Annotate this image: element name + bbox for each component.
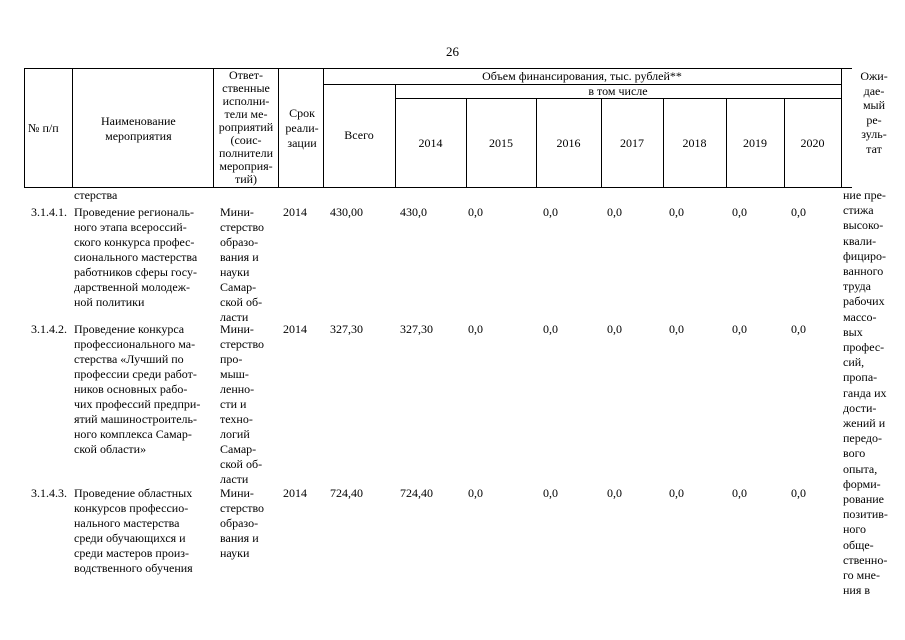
row-num: 3.1.4.3. (31, 486, 67, 500)
row-year-value: 0,0 (607, 205, 622, 219)
row-year-value: 0,0 (607, 486, 622, 500)
header-vline (24, 68, 25, 188)
row-year-value: 0,0 (543, 205, 558, 219)
row-num: 3.1.4.1. (31, 205, 67, 219)
row-year-value: 0,0 (791, 205, 806, 219)
row-term: 2014 (283, 486, 307, 500)
row-total: 724,40 (330, 486, 363, 500)
row-term: 2014 (283, 322, 307, 336)
carry-over-text: стерства (74, 188, 118, 202)
row-total: 327,30 (330, 322, 363, 336)
header-name: Наименование мероприятия (101, 114, 176, 143)
header-year: 2018 (682, 136, 707, 150)
row-year-value: 0,0 (468, 322, 483, 336)
row-resp: Мини- стерство образо- вания и науки (220, 486, 265, 560)
header-year: 2016 (556, 136, 581, 150)
row-year-value: 0,0 (791, 322, 806, 336)
header-vline (841, 68, 842, 188)
header-year: 2017 (620, 136, 644, 150)
row-year-value: 0,0 (468, 205, 483, 219)
page-number: 26 (446, 44, 459, 59)
row-total: 430,00 (330, 205, 363, 219)
row-year-value: 0,0 (732, 486, 747, 500)
header-funding: Объем финансирования, тыс. рублей** (482, 69, 682, 83)
header-total: Всего (344, 128, 374, 142)
row-year-value: 0,0 (669, 322, 684, 336)
row-year-value: 0,0 (732, 322, 747, 336)
row-year-value: 0,0 (669, 486, 684, 500)
header-year: 2015 (489, 136, 513, 150)
row-resp: Мини- стерство про- мыш- ленно- сти и техно- логий Самар- ской об- ласти (220, 322, 265, 486)
header-resp: Ответ- ственные исполни- тели ме- роприятий (соис- полнители мероприя- тий) (218, 68, 274, 186)
header-incl: в том числе (588, 84, 648, 98)
header-vline (72, 68, 73, 188)
header-result: Ожи- дае- мый ре- зуль- тат (860, 69, 888, 156)
row-resp: Мини- стерство образо- вания и науки Самар- ской об- ласти (220, 205, 265, 324)
header-num: № п/п (28, 121, 59, 135)
row-name: Проведение конкурса профессионального ма- стерства «Лучший по профессии среди работ- ников основных рабо- чих профессий предпри- ятий машиностроитель- ного комплекса Самар- ской области» (74, 322, 201, 456)
row-year-value: 0,0 (669, 205, 684, 219)
header-year: 2019 (743, 136, 767, 150)
header-vline (213, 68, 214, 188)
row-year-value: 724,40 (400, 486, 433, 500)
row-name: Проведение областных конкурсов профессио- нального мастерства среди обучающихся и среди мастеров произ- водственного обучения (74, 486, 193, 575)
header-year: 2020 (800, 136, 825, 150)
header-bottom-border (24, 187, 852, 188)
row-term: 2014 (283, 205, 307, 219)
header-term: Срок реали- зации (285, 106, 319, 150)
row-year-value: 0,0 (791, 486, 806, 500)
row-year-value: 0,0 (543, 322, 558, 336)
row-year-value: 327,30 (400, 322, 433, 336)
header-year: 2014 (418, 136, 443, 150)
row-num: 3.1.4.2. (31, 322, 67, 336)
row-name: Проведение региональ- ного этапа всероссий- ского конкурса профес- сионального мастерства работников сферы госу- дарственной молодеж- ной политики (74, 205, 198, 309)
result-column-text: ние пре- стижа высоко- квали- фициро- ванного труда рабочих массо- вых профес- сий, пропа- ганда их дости- жений и передо- вого опыта, форми- рование позитив- ного обще- ственно- го мне- ния в (843, 188, 888, 598)
row-year-value: 430,0 (400, 205, 427, 219)
row-year-value: 0,0 (468, 486, 483, 500)
row-year-value: 0,0 (607, 322, 622, 336)
row-year-value: 0,0 (732, 205, 747, 219)
row-year-value: 0,0 (543, 486, 558, 500)
header-vline (278, 68, 279, 188)
